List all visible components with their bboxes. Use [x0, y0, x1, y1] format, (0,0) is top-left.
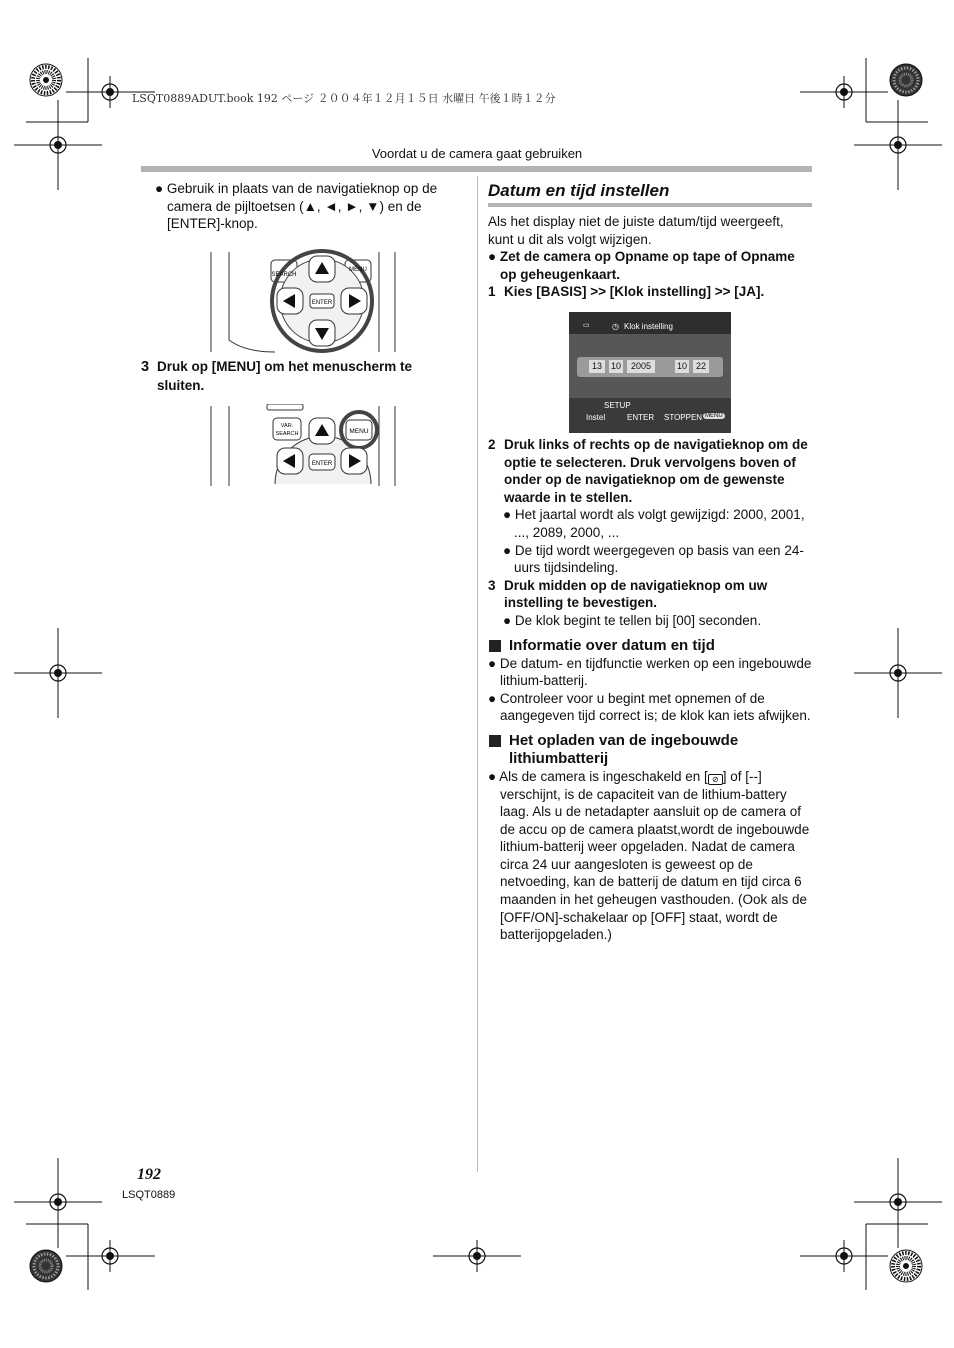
- info-bullet-2: ● Controleer voor u begint met opnemen of de aangegeven tijd correct is; de klok kan iets afwijken.: [488, 690, 811, 724]
- step3-bullet-1-text: De klok begint te tellen bij [00] seconden.: [514, 612, 762, 628]
- right-column-top: [488, 180, 812, 301]
- step2-bullet-2: ● De tijd wordt weergegeven op basis van een 24-uurs tijdsindeling.: [503, 542, 804, 576]
- subheading-charge: [488, 732, 812, 768]
- info-bullet-1: ● De datum- en tijdfunctie werken op een ingebouwde lithium-batterij.: [488, 655, 812, 689]
- step2-bullet-1: ● Het jaartal wordt als volgt gewijzigd: 2000, 2001, ..., 2089, 2000, ...: [503, 507, 805, 540]
- fig1-menu-label: MENU: [349, 267, 367, 273]
- step-number: 3: [141, 359, 150, 375]
- step3-bullet-1: ● De klok begint te tellen bij [00] seconden.: [503, 612, 762, 628]
- subheading-info: [488, 637, 812, 655]
- lcd-month: 10: [610, 361, 621, 371]
- section-heading: Voordat u de camera gaat gebruiken: [371, 146, 583, 161]
- model-code: LSQT0889: [122, 1189, 176, 1201]
- charge-bullet-post: ] of [--] verschijnt, is de capaciteit van de lithium-battery laag. Als u de netadapter aansluit op de camera of de accu op de camera plaatst,wordt de ingebouwde lithium-batterij weer opgeladen. Nadat de camera circa 24 uur aangesloten is geweest op de netvoeding, kan de batterij de datum en tijd circa 6 maanden in het geheugen vasthouden. (Ook als de [OFF/ON]-schakelaar op [OFF] staat, wordt de batterijopgeladen.): [500, 768, 810, 943]
- left-column: [155, 180, 465, 233]
- fig2-enter-label: ENTER: [311, 461, 333, 467]
- fig2-menu-label: MENU: [349, 428, 369, 435]
- left-step3-text: Druk op [MENU] om het menuscherm te sluiten.: [157, 359, 413, 393]
- clock-icon: ◷: [612, 322, 619, 331]
- lcd-title: Klok instelling: [624, 322, 673, 331]
- lcd-stoppen: STOPPEN: [664, 413, 703, 422]
- left-bullet: ● Gebruik in plaats van de navigatieknop op de camera de pijltoetsen (▲, ◄, ►, ▼) en de [ENTER]-knop.: [155, 181, 438, 232]
- battery-icon: ⊘: [708, 774, 723, 785]
- charge-bullet-pre: Als de camera is ingeschakeld en [: [499, 768, 708, 784]
- right-step3-text: Druk midden op de navigatieknop om uw instelling te bevestigen.: [504, 577, 768, 611]
- fig2-search-label: SEARCH: [275, 431, 299, 437]
- right-step-1: [488, 283, 812, 301]
- step2-bullet-2-text: De tijd wordt weergegeven op basis van een 24-uurs tijdsindeling.: [514, 542, 804, 576]
- bold-bullet: ● Zet de camera op Opname op tape of Opname op geheugenkaart.: [488, 249, 795, 282]
- section-title: Datum en tijd instellen: [488, 181, 670, 200]
- column-divider: [477, 176, 478, 1172]
- left-step-3: [141, 358, 461, 394]
- charge-bullet-1: ● Als de camera is ingeschakeld en [ ⊘ ] of [--] verschijnt, is de capaciteit van de lithium-battery laag. Als u de netadapter aansluit op de camera of de accu op de camera plaatst,wordt de ingebouwde lithium-batterij weer opgeladen. Nadat de camera circa 24 uur aangesloten is geweest op de netvoeding, kan de batterij de datum en tijd circa 6 maanden in het geheugen vasthouden. (Ook als de [OFF/ON]-schakelaar op [OFF] staat, wordt de batterijopgeladen.): [488, 768, 810, 943]
- fig1-enter-label: ENTER: [311, 300, 333, 306]
- intro-text: Als het display niet de juiste datum/tijd weergeeft, kunt u dit als volgt wijzigen.: [488, 214, 784, 247]
- subheading-charge-text: Het opladen van de ingebouwde lithiumbatterij: [509, 731, 739, 767]
- right-step-2: [488, 436, 812, 506]
- step-number: 1: [488, 284, 496, 300]
- subheading-info-text: Informatie over datum en tijd: [509, 636, 715, 654]
- lcd-enter: ENTER: [627, 413, 655, 422]
- lcd-hour: 10: [676, 361, 687, 371]
- right-step1-text: Kies [BASIS] >> [Klok instelling] >> [JA].: [504, 284, 765, 300]
- left-bullet-text: Gebruik in plaats van de navigatieknop op de camera de pijltoetsen (▲, ◄, ►, ▼) en de [ENTER]-knop.: [166, 181, 438, 232]
- heading-rule: [141, 166, 812, 172]
- lcd-menu: MENU: [705, 413, 723, 419]
- fig1-search-label: SEARCH: [271, 272, 297, 278]
- figure-navigation-buttons: [205, 248, 405, 356]
- right-step-3: [488, 577, 812, 612]
- print-info-line: LSQT0889ADUT.book 192 ページ ２００４年１２月１５日 水曜日 午後１時１２分: [132, 92, 556, 105]
- right-step2-text: Druk links of rechts op de navigatieknop om de optie te selecteren. Druk vervolgens boven of onder op de navigatieknop om de gewenste waarde in te stellen.: [504, 437, 808, 505]
- lcd-year: 2005: [627, 360, 655, 373]
- lcd-minute: 22: [693, 360, 709, 373]
- lcd-clock-setting-screen: ▭ ◷ Klok instelling 13 10 2005 10 22 SETUP Instel ENTER STOPPEN MENU: [569, 312, 731, 433]
- info-bullet-1-text: De datum- en tijdfunctie werken op een ingebouwde lithium-batterij.: [499, 655, 812, 689]
- fig2-var-label: VAR.: [280, 423, 294, 429]
- figure-menu-button: [205, 404, 405, 488]
- step-number: 2: [488, 437, 496, 452]
- lcd-day: 13: [589, 360, 605, 373]
- bold-bullet-text: Zet de camera op Opname op tape of Opname op geheugenkaart.: [499, 249, 795, 282]
- lcd-setup: SETUP: [604, 401, 631, 410]
- step-number: 3: [488, 577, 496, 593]
- info-bullet-2-text: Controleer voor u begint met opnemen of de aangegeven tijd correct is; de klok kan iets afwijken.: [499, 690, 811, 724]
- lcd-instel: Instel: [586, 413, 606, 422]
- right-column-bottom: [488, 436, 812, 944]
- title-rule: [488, 203, 812, 207]
- page-number: 192: [137, 1166, 161, 1183]
- step2-bullet-1-text: Het jaartal wordt als volgt gewijzigd: 2000, 2001, ..., 2089, 2000, ...: [514, 507, 805, 540]
